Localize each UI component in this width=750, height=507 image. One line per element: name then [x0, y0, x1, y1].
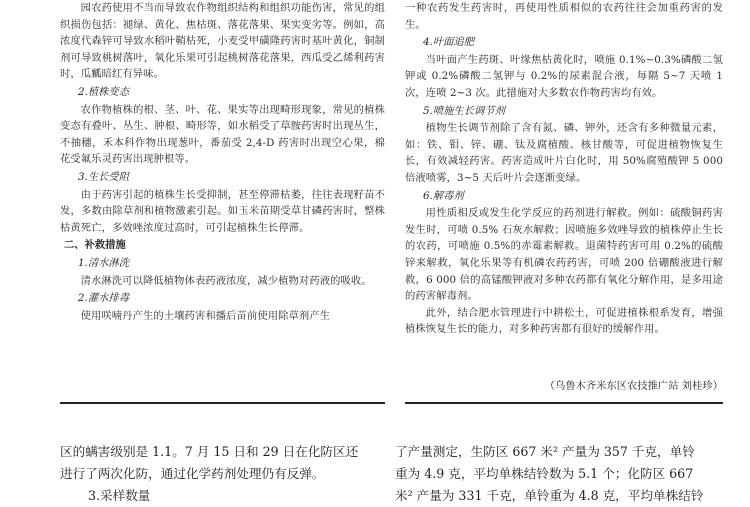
paragraph: 用性质相反或发生化学反应的药剂进行解救。例如：硫酸铜药害发生时，可喷 0.5% 石灰水解救；因喷施多效唑导致的植株停止生长的农药，可喷施 0.5%的赤霉素解救。退菌特药害可用 0.2%的硫酸锌来解救，氧化乐果等有机磷农药药害，可喷 200 倍硼酸液进行解救，6 000 倍的高锰酸钾液对多种农药都有氧化分解作用，是多用途的药害解毒剂。 [405, 207, 723, 303]
lower-article-left [60, 441, 390, 507]
left-column [60, 0, 385, 324]
paragraph: 植物生长调节剂除了含有氮、磷、钾外，还含有多种微量元素，如：铁、钼、锌、硼、钛及腐植酸、核甘酸等，可促进植物恢复生长，有效减轻药害。药害造成叶片白化时，用 50%腐殖酸钾 5 000 倍液喷雾，3~5 天后叶片会逐渐变绿。 [405, 122, 723, 184]
paragraph: 一种农药发生药害时，再使用性质相似的农药往往会加重药害的发生。 [405, 2, 723, 31]
section-heading: 二、补救措施 [64, 239, 126, 252]
text-line: 区的螨害级别是 1.1。7 月 15 日和 29 日在化防区还 [60, 444, 359, 459]
right-column [405, 0, 723, 338]
lower-article-right [395, 441, 730, 507]
text-line: 了产量测定，生防区 667 米² 产量为 357 千克，单铃 [395, 444, 695, 459]
paragraph: 使用咲喃丹产生的土壤药害和播后苗前使用除草剂产生 [80, 309, 331, 322]
text-line: 米² 产量为 331 千克，单铃重为 4.8 克，平均单株结铃 [395, 488, 704, 503]
subheading: 3.生长受阻 [78, 170, 130, 183]
paragraph: 此外，结合肥水管理进行中耕松土，可促进植株根系发育，增强植株恢复生长的能力，对多种药害都有很好的缓解作用。 [405, 306, 723, 336]
author-byline: （乌鲁木齐米东区农技推广站 刘桂珍） [544, 380, 723, 392]
subheading: 5.喷施生长调节剂 [423, 104, 505, 117]
divider-rule [60, 402, 385, 404]
subheading: 2.灌水排毒 [78, 292, 130, 305]
divider-rule [405, 402, 723, 404]
paragraph: 农作物植株的根、茎、叶、花、果实等出现畸形现象，常见的植株变态有叠叶、丛生、肿根、畸形等，如水稻受了草胺药害时出现丛生，不抽穗，禾本科作物出现葱叶，番茄受 2,4-D 药害时出现空心果，棉花受氟乐灵药害出现肿根等。 [60, 103, 385, 166]
text-line: 重为 4.9 克，平均单株结铃数为 5.1 个；化防区 667 [395, 466, 694, 481]
paragraph: 当叶面产生药斑、叶缘焦枯黄化时，喷施 0.1%~0.3%磷酸二氢钾或 0.2%磷酸二氢钾与 0.2%的尿素混合液，每隔 5~7 天喷 1 次，连喷 2~3 次。此措施对大多数农作物药害均有效。 [405, 53, 723, 99]
paragraph: 园农药使用不当而导致农作物组织结构和组织功能伤害，常见的组织损伤包括：褪绿、黄化、焦枯斑、落花落果、果实变劣等。例如，高浓度代森锌可导致水稻叶鞘枯死，小麦受甲磺隆药害时基叶黄化，铜制剂可导致桃树落叶，氧化乐果可引起桃树落花落果，西瓜受乙烯利药害时，瓜瓤暗红有异味。 [60, 2, 385, 81]
paragraph: 清水淋洗可以降低植物体表药液浓度，减少植物对药液的吸收。 [80, 274, 372, 287]
subheading: 1.清水淋洗 [78, 256, 130, 269]
subheading: 6.解毒剂 [423, 189, 464, 202]
text-line: 进行了两次化防，通过化学药剂处理仍有反弹。 [60, 466, 325, 481]
subheading: 2.植株变态 [78, 85, 130, 98]
paragraph: 由于药害引起的植株生长受抑制，甚至停滞枯萎，往往表现籽苗不发，多数由除草剂和植物激素引起。如玉米苗期受草甘磷药害时，整株枯黄死亡，多效唑浓度过高时，可引起植株生长停滞。 [60, 188, 385, 234]
subheading: 3.采样数量 [88, 488, 151, 503]
subheading: 4.叶面追肥 [423, 36, 475, 49]
